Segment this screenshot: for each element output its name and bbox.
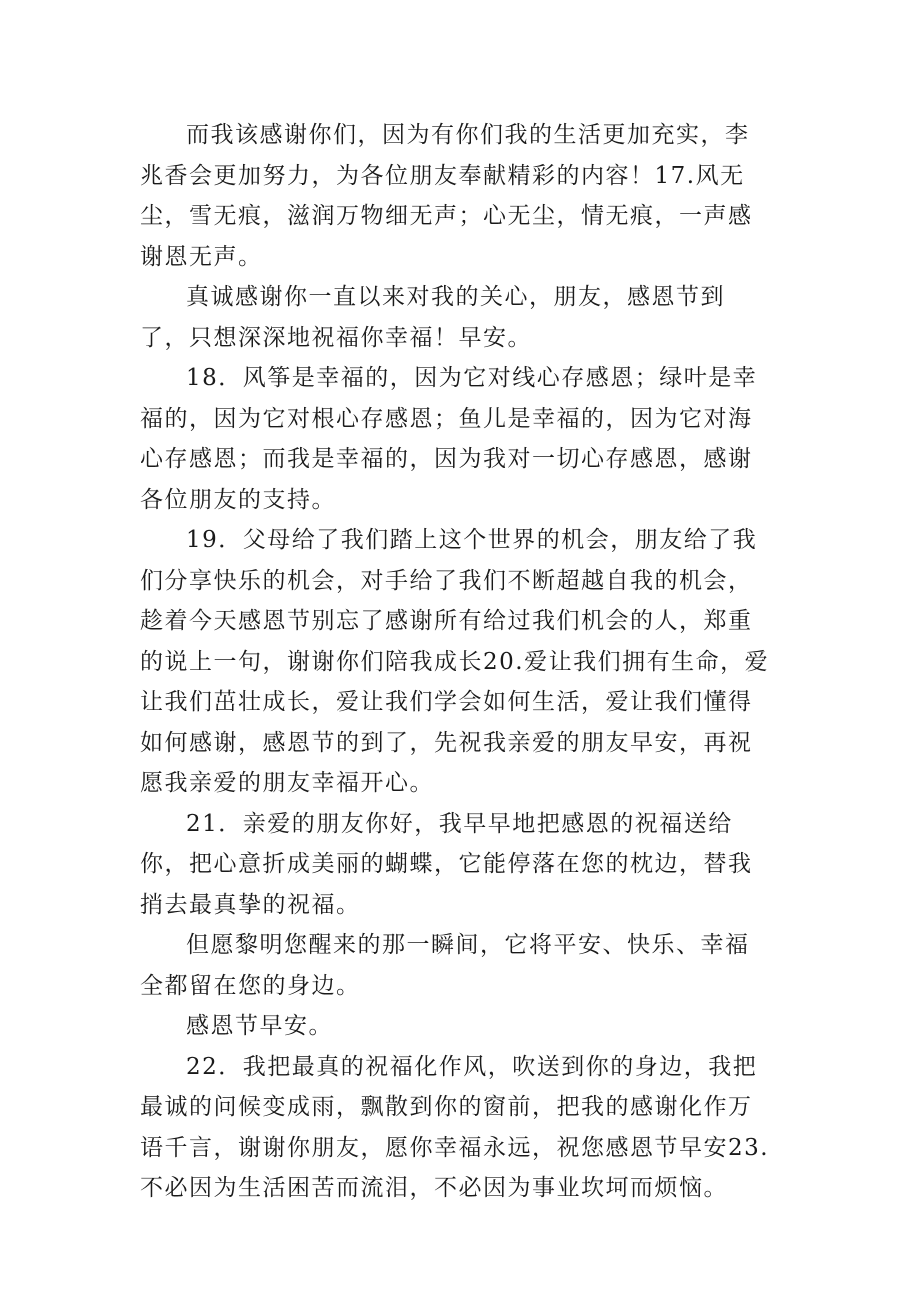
paragraph-19-parents: 19．父母给了我们踏上这个世界的机会，朋友给了我们分享快乐的机会，对手给了我们不断超越自我的机会，趁着今天感恩节别忘了感谢所有给过我们机会的人，郑重的说上一句，谢谢你们陪我成长20.爱让我们拥有生命，爱让我们茁壮成长，爱让我们学会如何生活，爱让我们懂得如何感谢，感恩节的到了，先祝我亲爱的朋友早安，再祝愿我亲爱的朋友幸福开心。 <box>140 527 770 796</box>
document-body <box>140 115 770 1209</box>
paragraph-21-butterfly: 21．亲爱的朋友你好，我早早地把感恩的祝福送给你，把心意折成美丽的蝴蝶，它能停落在您的枕边，替我捎去最真挚的祝福。 <box>140 810 753 918</box>
paragraph-dawn-wish: 但愿黎明您醒来的那一瞬间，它将平安、快乐、幸福全都留在您的身边。 <box>140 932 750 999</box>
paragraph-good-morning: 感恩节早安。 <box>186 1013 333 1039</box>
paragraph-22-wind: 22．我把最真的祝福化作风，吹送到你的身边，我把最诚的问候变成雨，飘散到你的窗前，把我的感谢化作万语千言，谢谢你朋友，愿你幸福永远，祝您感恩节早安23.不必因为生活困苦而流泪，不必因为事业坎坷而烦恼。 <box>140 1053 770 1201</box>
paragraph-thanks-friends: 而我该感谢你们，因为有你们我的生活更加充实，李兆香会更加努力，为各位朋友奉献精彩的内容！17.风无尘，雪无痕，滋润万物细无声；心无尘，情无痕，一声感谢恩无声。 <box>140 122 753 270</box>
paragraph-sincere-thanks: 真诚感谢你一直以来对我的关心，朋友，感恩节到了，只想深深地祝福你幸福！早安。 <box>140 284 725 351</box>
paragraph-18-kite: 18．风筝是幸福的，因为它对线心存感恩；绿叶是幸福的，因为它对根心存感恩；鱼儿是幸福的，因为它对海心存感恩；而我是幸福的，因为我对一切心存感恩，感谢各位朋友的支持。 <box>140 365 758 513</box>
